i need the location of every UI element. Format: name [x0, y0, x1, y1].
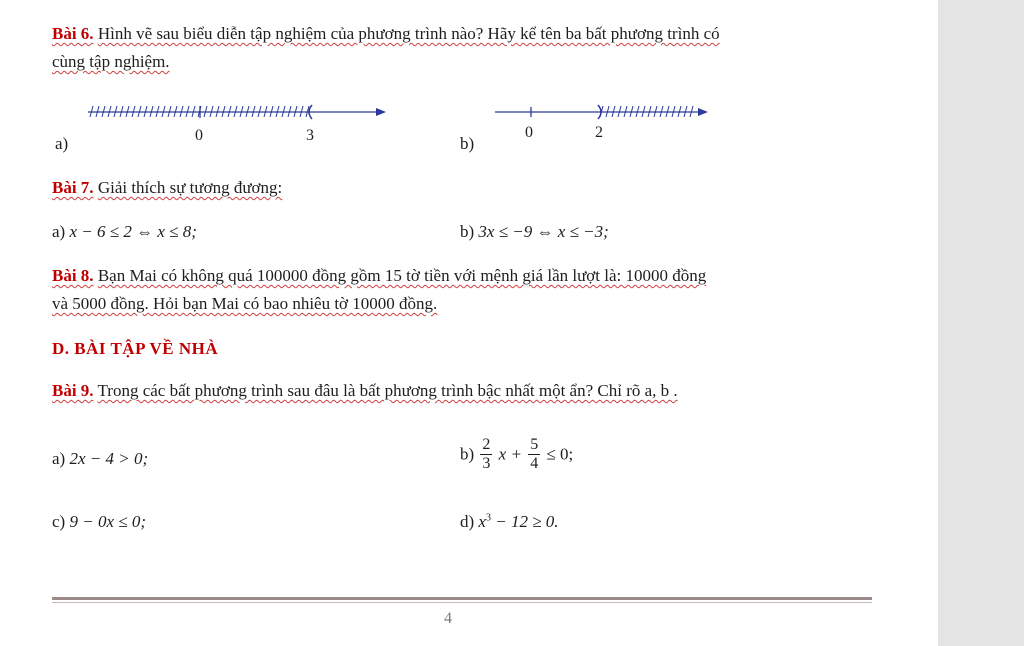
bai9-item-d-base: x: [478, 512, 486, 531]
bai9-label: Bài 9.: [52, 381, 94, 400]
bai9-item-b-label: b): [460, 444, 475, 464]
bai9-item-a-label: a): [52, 449, 66, 468]
fig-b-tick-0: 0: [525, 124, 533, 141]
bai9-item-c: [52, 512, 146, 532]
bai7-label: Bài 7.: [52, 178, 94, 197]
bai7-text: Giải thích sự tương đương:: [97, 178, 283, 197]
fig-a-tick-3: 3: [306, 127, 314, 144]
fraction-5-4: [528, 436, 540, 473]
bai8-text-2: và 5000 đồng. Hỏi bạn Mai có bao nhiêu tờ 10000 đồng.: [52, 294, 438, 313]
bai9-item-b: [460, 436, 573, 473]
fraction-2-3-den: 3: [482, 455, 491, 472]
bai9-item-c-expr: 9 − 0x ≤ 0;: [69, 512, 146, 531]
bai6-text-1: Hình vẽ sau biểu diễn tập nghiệm của phương trình nào? Hãy kể tên ba bất phương trình có: [97, 24, 720, 43]
bai6-line1: [52, 24, 720, 44]
bai9-text: Trong các bất phương trình sau đâu là bất phương trình bậc nhất một ẩn? Chỉ rõ a, b .: [97, 381, 678, 400]
fraction-2-3: [480, 436, 492, 473]
bai9-item-a: [52, 449, 148, 469]
bai9-item-a-expr: 2x − 4 > 0;: [69, 449, 149, 468]
fig-b-label: b): [460, 134, 475, 153]
bai7-item-a-label: a): [52, 222, 66, 241]
bai7-item-b-label: b): [460, 222, 475, 241]
number-line-a: [80, 100, 400, 130]
section-d-heading: D. BÀI TẬP VỀ NHÀ: [52, 339, 219, 358]
bai8-label: Bài 8.: [52, 266, 94, 285]
bai9-item-d-label: d): [460, 512, 475, 531]
bai8-line2: [52, 294, 437, 314]
bai7-item-b: [460, 222, 609, 242]
footer-rule: [52, 597, 872, 600]
fig-a-tick-0: 0: [195, 127, 203, 144]
bai6-text-2: cùng tập nghiệm.: [52, 52, 170, 71]
bai7-item-a: [52, 222, 197, 242]
bai9-item-b-mid: x +: [498, 444, 522, 464]
viewer-side-panel: [938, 0, 1024, 646]
page-number: 4: [444, 610, 452, 627]
bai7-item-a-expr: x − 6 ≤ 2 ⇔ x ≤ 8;: [69, 222, 197, 241]
bai9-item-d-rest: − 12 ≥ 0.: [495, 512, 559, 531]
bai7-line: [52, 178, 282, 198]
fig-b-tick-2: 2: [595, 124, 603, 141]
bai9-item-c-label: c): [52, 512, 66, 531]
fraction-5-4-den: 4: [530, 455, 539, 472]
fraction-5-4-num: 5: [530, 436, 539, 453]
bai6-line2: [52, 52, 170, 72]
bai9-item-d: [460, 512, 559, 532]
footer-rule-thin: [52, 602, 872, 603]
fig-a-label: a): [55, 134, 69, 153]
bai9-line: [52, 381, 678, 401]
bai6-label: Bài 6.: [52, 24, 94, 43]
bai8-line1: [52, 266, 706, 286]
bai9-item-b-end: ≤ 0;: [546, 444, 574, 464]
bai9-item-d-exp: 3: [485, 512, 491, 524]
bai7-item-b-expr: 3x ≤ −9 ⇔ x ≤ −3;: [478, 222, 609, 241]
fraction-2-3-num: 2: [482, 436, 491, 453]
bai8-text-1: Bạn Mai có không quá 100000 đồng gồm 15 tờ tiền với mệnh giá lần lượt là: 10000 đồng: [97, 266, 707, 285]
